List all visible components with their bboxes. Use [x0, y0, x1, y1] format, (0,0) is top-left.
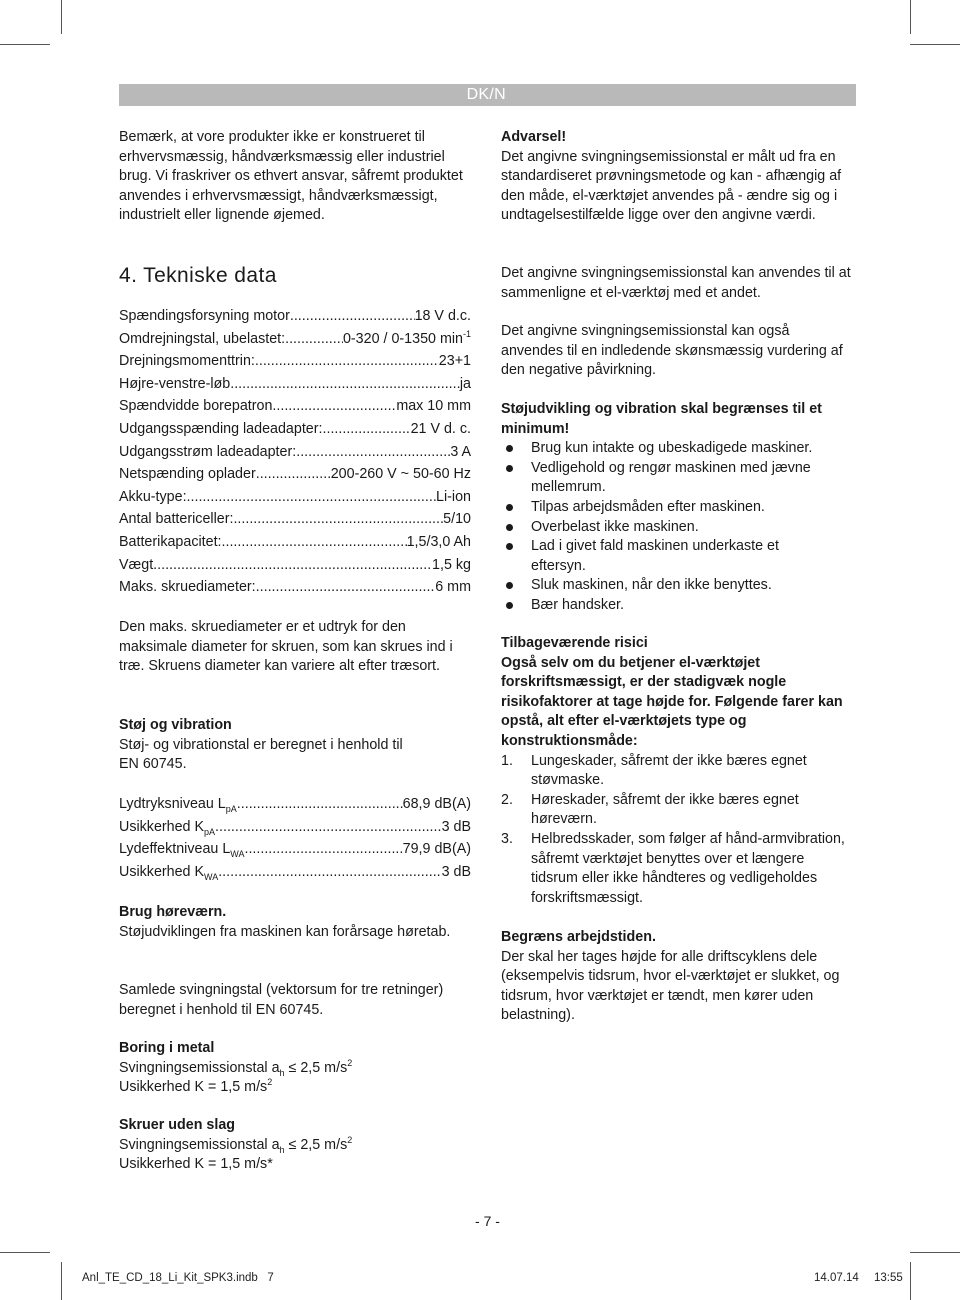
compare-text: Det angivne svingningsemissionstal kan anvendes til at sammenligne et el-værktøj med et andet.	[501, 265, 851, 301]
leader-dots	[233, 508, 443, 531]
risk-block	[501, 634, 856, 908]
spec-row	[119, 463, 471, 486]
spec-label: Antal battericeller:	[119, 511, 234, 528]
noise-label-text: Usikkerhed K	[119, 863, 205, 880]
list-text: Høreskader, såfremt der ikke bæres egnet høreværn.	[531, 791, 799, 828]
spec-row	[119, 554, 471, 577]
noise-label-sub: pA	[225, 803, 237, 814]
noise-standard: EN 60745.	[119, 756, 187, 773]
spec-row	[119, 576, 471, 599]
spec-value: 1,5 kg	[432, 556, 471, 573]
noise-block	[119, 716, 479, 775]
noise-label	[119, 861, 218, 884]
spec-value-sup: -1	[462, 328, 471, 339]
initial-text: Det angivne svingningsemissionstal kan også anvendes til en indledende skønsmæssig vurdering af den negative påvirkning.	[501, 323, 843, 379]
leader-dots	[296, 441, 450, 464]
spec-value: 3 A	[450, 443, 471, 460]
noise-value: 3 dB	[441, 818, 471, 835]
list-item: Vedligehold og rengør maskinen med jævne mellemrum.	[501, 459, 826, 498]
metal-line-2-sup: 2	[267, 1077, 273, 1088]
screw-line-2: Usikkerhed K = 1,5 m/s*	[119, 1156, 273, 1173]
screw-line-1-sup: 2	[347, 1134, 353, 1145]
limit-title: Støjudvikling og vibration skal begrænses til et minimum!	[501, 401, 822, 437]
list-number: 1.	[501, 752, 513, 769]
noise-label-sub: WA	[230, 849, 245, 860]
time-text: Der skal her tages højde for alle driftscyklens dele (eksempelvis tidsrum, hvor el-værktøjet er slukket, og tidsrum, hvor værktøjet er tændt, men kører uden belastning).	[501, 948, 840, 1024]
crop-mark	[910, 1252, 960, 1253]
leader-dots	[285, 328, 343, 351]
left-column	[119, 128, 479, 226]
spec-label: Udgangsstrøm ladeadapter:	[119, 443, 297, 460]
right-column	[501, 128, 856, 226]
spec-label: Omdrejningstal, ubelastet:	[119, 330, 286, 347]
time-block	[501, 928, 856, 1026]
leader-dots	[255, 350, 439, 373]
hearing-title: Brug høreværn.	[119, 904, 227, 920]
page-number: - 7 -	[475, 1213, 500, 1229]
spec-row	[119, 328, 471, 351]
footer-date: 14.07.14	[814, 1272, 859, 1284]
language-header-bar	[119, 84, 856, 106]
hearing-text: Støjudviklingen fra maskinen kan forårsage høretab.	[119, 923, 451, 940]
risk-intro: Også selv om du betjener el-værktøjet forskriftsmæssigt, er der stadigvæk nogle risikofaktorer at tage højde for. Følgende farer kan opstå, alt efter el-værktøjets type og konstruktionsmåde:	[501, 654, 843, 749]
screw-line-1	[119, 1136, 479, 1156]
spec-label: Maks. skruediameter:	[119, 579, 256, 596]
screw-line-1-sub: h	[279, 1144, 285, 1155]
noise-value: 3 dB	[441, 863, 471, 880]
crop-mark	[61, 1262, 62, 1300]
screw-line-1-value: ≤ 2,5 m/s	[284, 1136, 348, 1153]
footer-filename: Anl_TE_CD_18_Li_Kit_SPK3.indb 7	[82, 1272, 274, 1284]
spec-label: Batterikapacitet:	[119, 533, 222, 550]
spec-row	[119, 486, 471, 509]
list-item: Lad i givet fald maskinen underkaste et eftersyn.	[501, 537, 826, 576]
crop-mark	[0, 1252, 50, 1253]
spec-list	[119, 305, 471, 599]
screw-title: Skruer uden slag	[119, 1117, 236, 1133]
spec-value: 21 V d. c.	[410, 420, 471, 437]
vibration-total-block	[119, 981, 479, 1020]
spec-value	[343, 328, 471, 351]
noise-row	[119, 793, 471, 816]
risk-title: Tilbageværende risici	[501, 635, 648, 651]
spec-value-text: 0-320 / 0-1350 min	[342, 330, 463, 347]
list-item: Brug kun intakte og ubeskadigede maskiner.	[501, 439, 826, 459]
list-number: 2.	[501, 791, 513, 808]
metal-line-2-text: Usikkerhed K = 1,5 m/s	[119, 1079, 268, 1096]
screw-line-1-text: Svingningsemissionstal a	[119, 1136, 280, 1153]
metal-title: Boring i metal	[119, 1040, 215, 1056]
spec-value: max 10 mm	[396, 398, 471, 415]
list-text: Lungeskader, såfremt der ikke bæres egnet støvmaske.	[531, 752, 807, 789]
screw-note: Den maks. skruediameter er et udtryk for den maksimale diameter for skruen, som kan skrues ind i træ. Skruens diameter kan variere alt efter træsort.	[119, 619, 453, 675]
spec-value: 1,5/3,0 Ah	[406, 533, 471, 550]
spec-row	[119, 531, 471, 554]
limit-bullet-list	[501, 439, 826, 615]
noise-label	[119, 816, 215, 839]
leader-dots	[215, 816, 442, 839]
leader-dots	[218, 861, 441, 884]
risk-list	[501, 752, 846, 909]
leader-dots	[222, 531, 407, 554]
leader-dots	[237, 793, 403, 816]
metal-line-2	[119, 1078, 479, 1098]
noise-row	[119, 816, 471, 839]
noise-label-text: Lydeffektniveau L	[119, 841, 231, 858]
vibration-total-text: Samlede svingningstal (vektorsum for tre retninger) beregnet i henhold til EN 60745.	[119, 982, 444, 1018]
noise-label	[119, 793, 237, 816]
language-tag: DK/N	[466, 86, 506, 103]
list-item: Overbelast ikke maskinen.	[501, 518, 826, 538]
leader-dots	[272, 395, 396, 418]
crop-mark	[0, 44, 50, 45]
spec-value: 18 V d.c.	[414, 308, 471, 324]
list-item	[501, 830, 846, 908]
list-item	[501, 791, 846, 830]
metal-block	[119, 1039, 479, 1098]
crop-mark	[910, 0, 911, 34]
noise-text: Støj- og vibrationstal er beregnet i henhold til	[119, 736, 403, 753]
noise-label-text: Lydtryksniveau L	[119, 796, 226, 812]
spec-label: Spændvidde borepatron	[119, 398, 273, 415]
footer-time: 13:55	[874, 1272, 903, 1284]
warning-title: Advarsel!	[501, 129, 567, 145]
spec-label: Netspænding oplader	[119, 466, 256, 483]
list-item	[501, 752, 846, 791]
hearing-block	[119, 903, 479, 942]
leader-dots	[256, 463, 331, 486]
crop-mark	[61, 0, 62, 34]
spec-row	[119, 418, 471, 441]
noise-values	[119, 793, 471, 883]
initial-block	[501, 322, 853, 381]
list-item: Sluk maskinen, når den ikke benyttes.	[501, 576, 826, 596]
spec-row	[119, 305, 471, 328]
screw-note-block	[119, 618, 479, 677]
spec-row	[119, 508, 471, 531]
spec-label: Akku-type:	[119, 488, 187, 505]
leader-dots	[153, 554, 432, 577]
time-title: Begræns arbejdstiden.	[501, 929, 656, 945]
limit-block	[501, 400, 856, 616]
noise-label-sub: WA	[204, 871, 219, 882]
noise-label	[119, 838, 244, 861]
metal-line-1-value: ≤ 2,5 m/s	[284, 1059, 348, 1076]
spec-label: Spændingsforsyning motor	[119, 308, 290, 324]
leader-dots	[244, 838, 402, 861]
noise-value: 68,9 dB(A)	[402, 796, 471, 812]
spec-value: ja	[459, 375, 471, 392]
list-text: Helbredsskader, som følger af hånd-armvibration, såfremt værktøjet benyttes over et længere tidsrum eller ikke håndteres og vedligeholdes forskriftsmæssigt.	[531, 830, 845, 906]
spec-label: Drejningsmomenttrin:	[119, 353, 255, 370]
noise-label-sub: pA	[204, 826, 216, 837]
noise-title: Støj og vibration	[119, 717, 232, 733]
spec-label: Vægt	[119, 556, 154, 573]
spec-row	[119, 350, 471, 373]
spec-row	[119, 395, 471, 418]
intro-paragraph: Bemærk, at vore produkter ikke er konstrueret til erhvervsmæssig, håndværksmæssig eller industriel brug. Vi fraskriver os ethvert ansvar, såfremt produktet anvendes i erhvervsmæssigt, håndværksmæssigt, industrielt eller lignende øjemed.	[119, 129, 463, 224]
leader-dots	[187, 486, 436, 509]
spec-label: Udgangsspænding ladeadapter:	[119, 420, 323, 437]
spec-value: 6 mm	[435, 579, 471, 596]
section-title: 4. Tekniske data	[119, 264, 277, 287]
noise-value: 79,9 dB(A)	[402, 841, 471, 858]
spec-row	[119, 373, 471, 396]
screw-block	[119, 1116, 479, 1175]
spec-value: 200-260 V ~ 50-60 Hz	[330, 466, 471, 483]
list-item: Tilpas arbejdsmåden efter maskinen.	[501, 498, 826, 518]
list-number: 3.	[501, 830, 513, 847]
metal-line-1-sub: h	[279, 1067, 285, 1078]
spec-row	[119, 441, 471, 464]
noise-label-text: Usikkerhed K	[119, 818, 205, 835]
spec-value: 5/10	[443, 511, 471, 528]
metal-line-1-text: Svingningsemissionstal a	[119, 1059, 280, 1076]
spec-value: Li-ion	[436, 488, 471, 505]
crop-mark	[910, 44, 960, 45]
spec-label: Højre-venstre-løb	[119, 375, 231, 392]
leader-dots	[290, 305, 415, 328]
leader-dots	[323, 418, 411, 441]
crop-mark	[910, 1262, 911, 1300]
list-item: Bær handsker.	[501, 596, 826, 616]
compare-block	[501, 264, 853, 303]
spec-value: 23+1	[438, 353, 471, 370]
metal-line-1	[119, 1059, 479, 1079]
noise-row	[119, 838, 471, 861]
warning-text: Det angivne svingningsemissionstal er målt ud fra en standardiseret prøvningsmetode og kan - afhængig af den måde, el-værktøjet anvendes på - ændre sig og i undtagelsestilfælde ligge over den angivne værdi.	[501, 148, 842, 224]
leader-dots	[256, 576, 436, 599]
leader-dots	[230, 373, 460, 396]
metal-line-1-sup: 2	[347, 1057, 353, 1068]
noise-row	[119, 861, 471, 884]
